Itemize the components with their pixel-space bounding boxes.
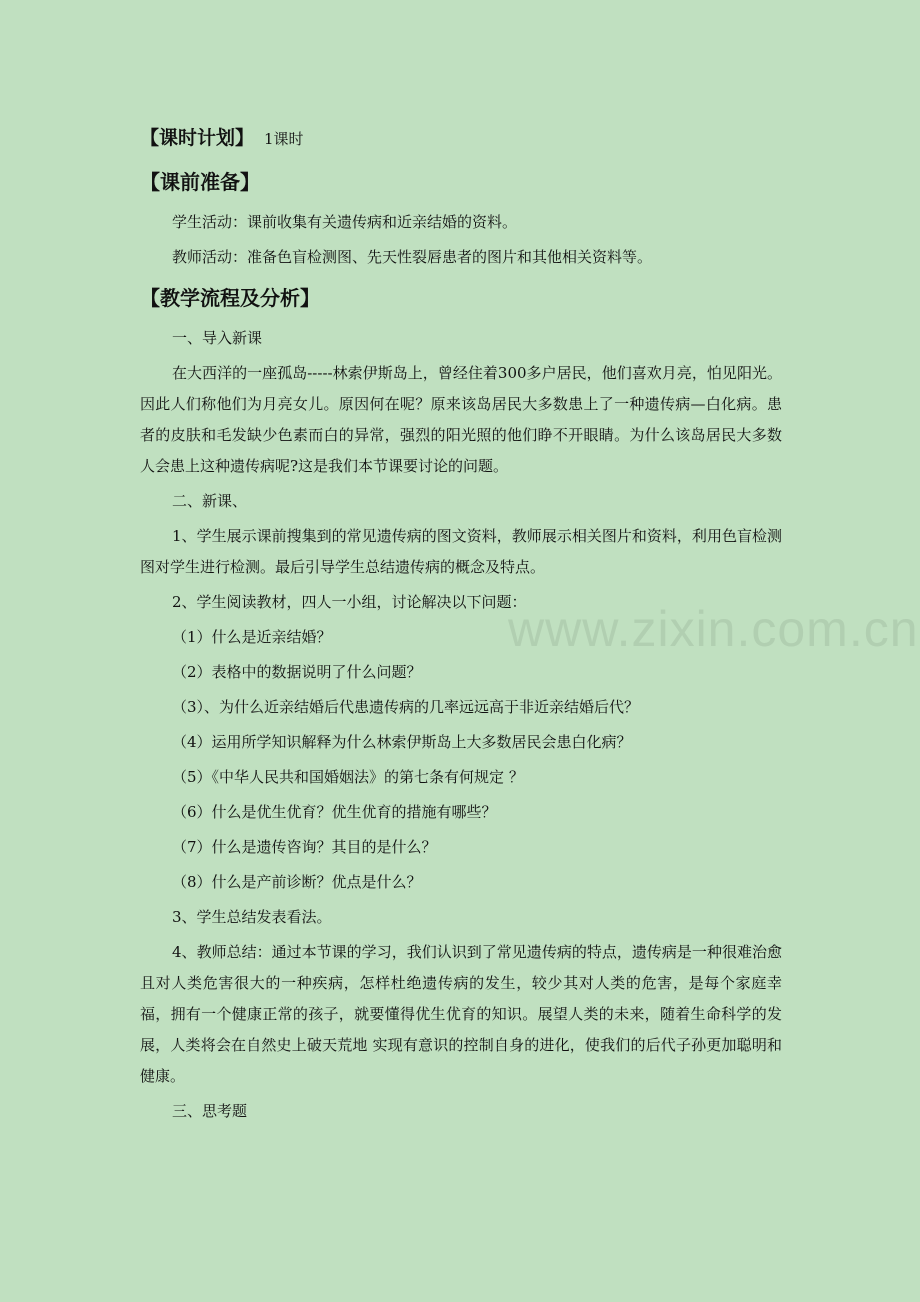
prep-heading: 【课前准备】 <box>140 170 260 194</box>
question-item: （3）、为什么近亲结婚后代患遗传病的几率远远高于非近亲结婚后代？ <box>172 698 640 716</box>
question-item: （8）什么是产前诊断？优点是什么？ <box>172 873 422 891</box>
prep-student-text: 学生活动：课前收集有关遗传病和近亲结婚的资料。 <box>172 213 518 231</box>
step-4-text: 4、教师总结：通过本节课的学习，我们认识到了常见遗传病的特点，遗传病是一种很难治愈且对人类危害很大的一种疾病，怎样杜绝遗传病的发生，较少其对人类的危害，是每个家庭幸福，拥有一个健康正常的孩子，就要懂得优生优育的知识。展望人类的未来，随着生命科学的发展，人类将会在自然史上破天荒地 实现有意识的控制自身的进化，使我们的后代子孙更加聪明和健康。 <box>140 943 782 1085</box>
document-content <box>140 120 782 1127</box>
intro-text: 在大西洋的一座孤岛-----林索伊斯岛上，曾经住着300多户居民，他们喜欢月亮，怕见阳光。因此人们称他们为月亮女儿。原因何在呢？原来该岛居民大多数患上了一种遗传病—白化病。患者的皮肤和毛发缺少色素而白的异常，强烈的阳光照的他们睁不开眼睛。为什么该岛居民大多数人会患上这种遗传病呢?这是我们本节课要讨论的问题。 <box>140 364 782 475</box>
step-1-text: 1、学生展示课前搜集到的常见遗传病的图文资料，教师展示相关图片和资料，利用色盲检测图对学生进行检测。最后引导学生总结遗传病的概念及特点。 <box>140 527 782 576</box>
question-item: （2）表格中的数据说明了什么问题？ <box>172 663 422 681</box>
step-3-text: 3、学生总结发表看法。 <box>172 908 332 926</box>
lesson-plan-heading <box>140 120 782 157</box>
lesson-plan-label: 【课时计划】 <box>140 127 255 149</box>
flow-heading: 【教学流程及分析】 <box>140 286 320 310</box>
question-item: （5）《中华人民共和国婚姻法》的第七条有何规定 ？ <box>172 768 524 786</box>
new-lesson-title: 二、新课、 <box>172 492 248 510</box>
think-title: 三、思考题 <box>172 1102 248 1120</box>
question-item: （1）什么是近亲结婚？ <box>172 628 332 646</box>
intro-title: 一、导入新课 <box>172 329 263 347</box>
question-item: （6）什么是优生优育？优生优育的措施有哪些？ <box>172 803 497 821</box>
step-2-text: 2、学生阅读教材，四人一小组，讨论解决以下问题： <box>172 593 527 611</box>
watermark: www.zixin.com.cn <box>508 601 919 657</box>
question-item: （7）什么是遗传咨询？其目的是什么？ <box>172 838 437 856</box>
question-item: （4）运用所学知识解释为什么林索伊斯岛上大多数居民会患白化病？ <box>172 733 632 751</box>
lesson-plan-value: 1课时 <box>264 130 304 148</box>
prep-teacher-text: 教师活动：准备色盲检测图、先天性裂唇患者的图片和其他相关资料等。 <box>172 248 653 266</box>
